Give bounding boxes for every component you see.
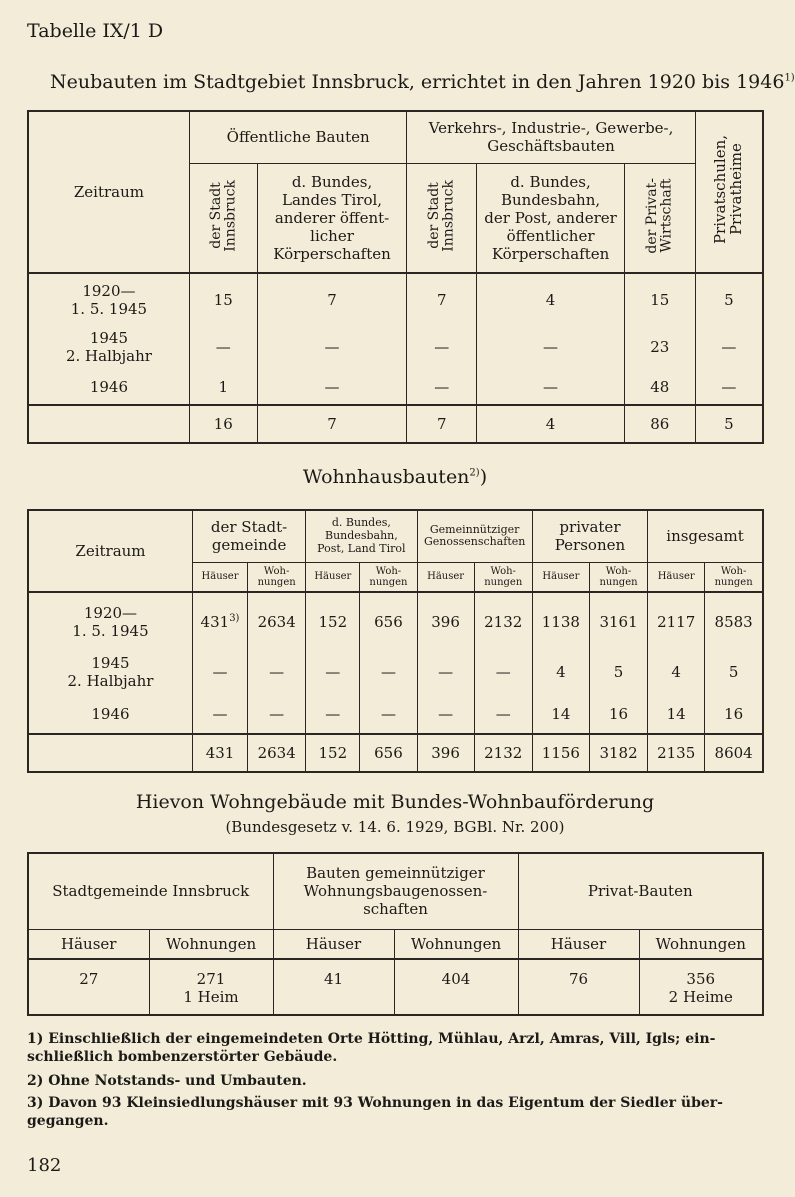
subheader-haeuser: Häuser [273, 929, 394, 959]
value-cell: 7 [257, 273, 407, 325]
header-stadt-line1: der Stadt- [210, 518, 288, 537]
total-cell: 656 [360, 734, 417, 772]
value-cell: — [407, 369, 477, 405]
total-label-cell [28, 734, 192, 772]
value-cell: — [306, 694, 360, 734]
subheader-woh-line1: Woh- [490, 565, 516, 577]
header-stadt-line2: gemeinde [211, 536, 287, 555]
table-row [28, 325, 763, 369]
value-cell: 3161 [589, 592, 647, 650]
value-cell: 5 [589, 650, 647, 694]
value-cell: 656 [360, 592, 417, 650]
header-bund-b-line4: öffentlicher [506, 226, 595, 245]
header-bund-line2: Bundesbahn, [325, 528, 398, 542]
value-cell: 5 [705, 650, 763, 694]
subheader-woh-line1: Woh- [375, 565, 402, 577]
subheader-wohnungen: Wohnungen [639, 929, 763, 959]
value-cell: 27 [28, 959, 149, 1015]
table-wohnhausbauten [27, 509, 764, 773]
wohnbaufoerderung-title: Hievon Wohngebäude mit Bundes-Wohnbauförderung [135, 791, 655, 813]
table-wohnbaufoerderung [27, 852, 764, 1016]
value-cell: 2634 [248, 592, 306, 650]
header-privatschulen-line2: Privatheime [726, 144, 745, 236]
wohnhausbauten-title-text: Wohnhausbauten [302, 466, 470, 488]
header-bund-a-line1: d. Bundes, [291, 172, 373, 191]
header-privatschulen-line1: Privatschulen, [711, 135, 730, 245]
value-cell: — [695, 369, 763, 405]
total-cell: 86 [624, 405, 695, 443]
header-stadt-innsbruck-a [189, 163, 257, 273]
period-line1: 1946 [89, 377, 129, 396]
value-cell: — [192, 650, 247, 694]
subheader-wohnungen [589, 562, 647, 592]
period-line2: 1. 5. 1945 [70, 299, 148, 318]
header-verkehr-industrie [407, 111, 695, 163]
total-cell: 431 [192, 734, 247, 772]
subheader-wohnungen [248, 562, 306, 592]
value-cell: 76 [518, 959, 639, 1015]
value-cell: 16 [589, 694, 647, 734]
header-gem-line3: schaften [363, 900, 428, 919]
period-cell [28, 650, 192, 694]
table-row [28, 592, 763, 650]
subheader-wohnungen [705, 562, 763, 592]
header-gem-line2: Genossenschaften [423, 535, 526, 549]
total-cell: 16 [189, 405, 257, 443]
header-stadtgemeinde [192, 510, 305, 562]
value-line2: 1 Heim [183, 988, 239, 1006]
value-cell: 15 [189, 273, 257, 325]
header-stadtgemeinde-innsbruck: Stadtgemeinde Innsbruck [28, 853, 273, 929]
period-line2: 2. Halbjahr [65, 347, 152, 365]
period-line1: 1920— [82, 281, 136, 300]
value-cell [639, 959, 763, 1015]
footnote-3-mark: 3) [27, 1095, 44, 1111]
subheader-haeuser: Häuser [306, 562, 360, 592]
period-cell [28, 273, 189, 325]
footnote-3 [27, 1095, 764, 1130]
value-cell: 404 [394, 959, 518, 1015]
value-cell: 15 [624, 273, 695, 325]
header-bund-b-line2: Bundesbahn, [500, 190, 601, 209]
value-text: 431 [200, 612, 230, 631]
table-row [28, 959, 763, 1015]
header-gem-line1: Bauten gemeinnütziger [306, 864, 485, 883]
value-line2: 2 Heime [668, 988, 733, 1006]
total-cell: 7 [407, 405, 477, 443]
value-cell: — [695, 325, 763, 369]
header-privat-line2: Wirtschaft [658, 178, 675, 253]
value-cell: 152 [306, 592, 360, 650]
value-cell: 14 [532, 694, 589, 734]
header-bund-b-line5: Körperschaften [491, 244, 610, 263]
value-cell: — [257, 369, 407, 405]
value-cell: — [477, 325, 625, 369]
value-cell: 8583 [705, 592, 763, 650]
footnote-1 [27, 1031, 764, 1066]
subheader-haeuser: Häuser [417, 562, 474, 592]
value-cell: 1 [189, 369, 257, 405]
header-bund-a-line3: anderer öffent- [274, 208, 390, 227]
period-line1: 1946 [91, 704, 130, 723]
value-cell: — [189, 325, 257, 369]
subheader-woh-line2: nungen [484, 576, 523, 588]
header-privatschulen [695, 111, 763, 273]
header-privatwirtschaft [624, 163, 695, 273]
value-cell: 396 [417, 592, 474, 650]
header-bund-line3: Post, Land Tirol [317, 541, 406, 555]
period-line1: 1945 [89, 329, 129, 347]
total-cell: 1156 [532, 734, 589, 772]
period-line1: 1920— [83, 603, 138, 622]
subheader-wohnungen: Wohnungen [149, 929, 273, 959]
header-stadt-innsbruck-b [407, 163, 477, 273]
total-cell: 2135 [648, 734, 705, 772]
header-genossenschaften [417, 510, 532, 562]
period-cell [28, 325, 189, 369]
value-cell: — [417, 650, 474, 694]
subheader-wohnungen: Wohnungen [394, 929, 518, 959]
wohnbaufoerderung-subtitle: (Bundesgesetz v. 14. 6. 1929, BGBl. Nr. 200) [225, 818, 565, 836]
total-cell: 2132 [474, 734, 532, 772]
value-cell: — [417, 694, 474, 734]
value-cell: 1138 [532, 592, 589, 650]
period-line1: 1945 [91, 654, 130, 672]
page-number: 182 [27, 1155, 62, 1176]
value-cell: — [257, 325, 407, 369]
table-row [28, 694, 763, 734]
total-cell: 5 [695, 405, 763, 443]
value-cell: 16 [705, 694, 763, 734]
footnote-1-mark: 1) [27, 1031, 44, 1047]
footnote-2-mark: 2) [27, 1073, 44, 1089]
period-cell [28, 369, 189, 405]
footnote-3-line1: Davon 93 Kleinsiedlungshäuser mit 93 Wohnungen in das Eigentum der Siedler über- [48, 1095, 723, 1111]
table-row [28, 369, 763, 405]
subheader-woh-line2: nungen [257, 576, 296, 588]
header-privat-line1: der Privat- [644, 177, 661, 254]
total-cell: 396 [417, 734, 474, 772]
header-insgesamt: insgesamt [648, 510, 763, 562]
page-title [50, 71, 795, 93]
wohnhausbauten-title: Wohnhausbauten$^{2)}$) [302, 466, 488, 488]
subheader-wohnungen [474, 562, 532, 592]
header-priv-line2: Personen [554, 536, 626, 555]
value-line1: 271 [196, 970, 226, 988]
period-line2: 2. Halbjahr [67, 672, 154, 690]
footnote-3-line2: gegangen. [27, 1112, 109, 1129]
footnote-2-line1: Ohne Notstands- und Umbauten. [48, 1073, 307, 1089]
value-cell: 2117 [648, 592, 705, 650]
header-bund-a-line2: Landes Tirol, [281, 190, 383, 209]
subheader-woh-line1: Woh- [605, 565, 632, 577]
header-gemeinnuetzige-bauten [273, 853, 518, 929]
value-cell: 4 [648, 650, 705, 694]
subheader-haeuser: Häuser [28, 929, 149, 959]
footnote-1-line1: Einschließlich der eingemeindeten Orte Hötting, Mühlau, Arzl, Amras, Vill, Igls; ein- [48, 1031, 716, 1047]
header-bund-a-line5: Körperschaften [273, 244, 391, 263]
table-row [28, 650, 763, 694]
table-label: Tabelle IX/1 D [27, 20, 164, 42]
value-cell: — [248, 694, 306, 734]
total-cell: 2634 [248, 734, 306, 772]
total-row [28, 734, 763, 772]
value-line1: 356 [686, 970, 716, 988]
value-cell: 4 [477, 273, 625, 325]
value-cell: — [407, 325, 477, 369]
header-zeitraum: Zeitraum [28, 111, 189, 273]
header-private-personen [532, 510, 647, 562]
header-bund-line1: d. Bundes, [331, 516, 391, 530]
header-stadt-a-line2: Innsbruck [222, 179, 239, 252]
footnote-2 [27, 1073, 764, 1091]
header-zeitraum: Zeitraum [28, 510, 192, 592]
header-bund-a-line4: licher [310, 226, 354, 245]
header-priv-line1: privater [559, 518, 621, 537]
subheader-woh-line2: nungen [599, 576, 638, 588]
value-cell: 4 [532, 650, 589, 694]
value-cell: — [360, 694, 417, 734]
value-cell: 7 [407, 273, 477, 325]
period-cell [28, 592, 192, 650]
header-bund-land-tirol [257, 163, 407, 273]
header-gem-line1: Gemeinnütziger [429, 522, 520, 536]
total-cell: 3182 [589, 734, 647, 772]
wohnhausbauten-title-note: 2) [469, 467, 480, 479]
header-stadt-b-line2: Innsbruck [440, 179, 457, 252]
value-cell: 5 [695, 273, 763, 325]
header-stadt-a-line1: der Stadt [207, 182, 224, 250]
value-cell: — [474, 650, 532, 694]
value-cell: — [192, 694, 247, 734]
subheader-haeuser: Häuser [648, 562, 705, 592]
value-cell [149, 959, 273, 1015]
header-bund-b-line1: d. Bundes, [510, 172, 591, 191]
subheader-wohnungen [360, 562, 417, 592]
header-bund-post [306, 510, 417, 562]
total-cell: 8604 [705, 734, 763, 772]
footnote-1-line2: schließlich bombenzerstörter Gebäude. [27, 1048, 338, 1065]
page-title-text: Neubauten im Stadtgebiet Innsbruck, errichtet in den Jahren 1920 bis 1946 [50, 71, 785, 93]
value-cell: — [360, 650, 417, 694]
subheader-haeuser: Häuser [192, 562, 247, 592]
header-bund-bundesbahn [477, 163, 625, 273]
total-row [28, 405, 763, 443]
value-cell: 2132 [474, 592, 532, 650]
header-oeffentliche-bauten: Öffentliche Bauten [189, 111, 407, 163]
header-gem-line2: Wohnungsbaugenossen- [303, 882, 488, 901]
value-cell: — [477, 369, 625, 405]
subheader-woh-line2: nungen [714, 576, 753, 588]
total-cell: 7 [257, 405, 407, 443]
subheader-haeuser: Häuser [518, 929, 639, 959]
subheader-woh-line1: Woh- [720, 565, 747, 577]
header-stadt-b-line1: der Stadt [426, 182, 443, 250]
value-cell: 23 [624, 325, 695, 369]
table-row [28, 273, 763, 325]
total-cell: 152 [306, 734, 360, 772]
value-cell: — [474, 694, 532, 734]
total-cell: 4 [477, 405, 625, 443]
period-cell [28, 694, 192, 734]
subheader-woh-line2: nungen [369, 576, 408, 588]
footnote-ref: 3) [229, 612, 240, 624]
value-cell [192, 592, 247, 650]
header-verkehr-line2: Geschäftsbauten [487, 137, 615, 156]
subheader-haeuser: Häuser [532, 562, 589, 592]
table-neubauten [27, 110, 764, 444]
total-label-cell [28, 405, 189, 443]
subheader-woh-line1: Woh- [263, 565, 290, 577]
value-cell: 14 [648, 694, 705, 734]
header-privat-bauten: Privat-Bauten [518, 853, 763, 929]
value-cell: — [306, 650, 360, 694]
header-bund-b-line3: der Post, anderer [484, 208, 617, 227]
page-title-note: 1) [784, 72, 795, 84]
period-line2: 1. 5. 1945 [72, 621, 149, 640]
value-cell: 41 [273, 959, 394, 1015]
header-verkehr-line1: Verkehrs-, Industrie-, Gewerbe-, [428, 119, 674, 138]
value-cell: 48 [624, 369, 695, 405]
value-cell: — [248, 650, 306, 694]
